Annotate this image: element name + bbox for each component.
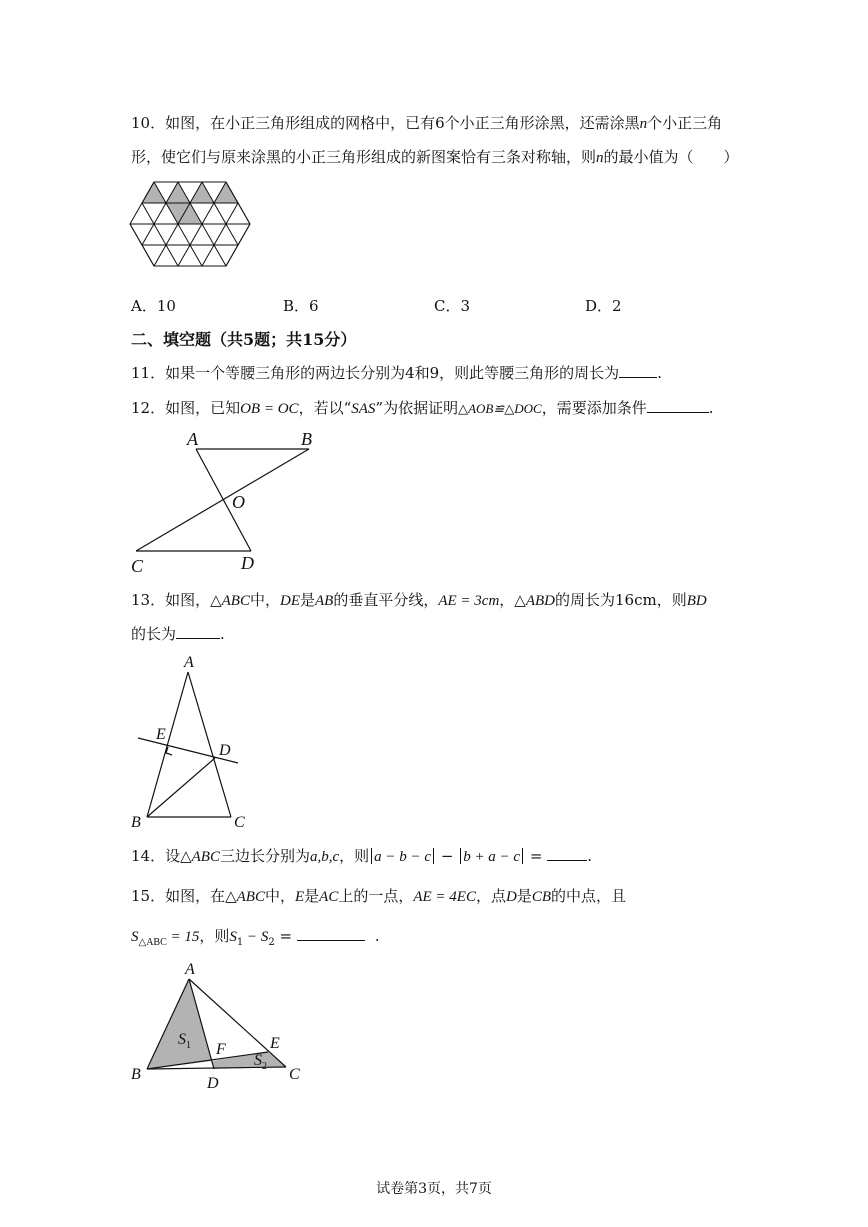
q14-text: 14．设△ABC三边长分别为a,b,c，则 a − b − c − b + a − c = . bbox=[131, 847, 592, 865]
q13-line2: 的长为 . bbox=[131, 625, 225, 643]
q12-congruence: △AOB≌△DOC bbox=[458, 401, 542, 416]
q15-label-c: C bbox=[289, 1066, 300, 1083]
q12-label-c: C bbox=[131, 556, 144, 576]
q13-label-e: E bbox=[156, 726, 166, 743]
q11-answer-blank bbox=[619, 363, 657, 378]
q10-text-a: 10．如图，在小正三角形组成的网格中，已有6个小正三角形涂黑，还需涂黑 bbox=[131, 114, 640, 132]
q15-line1: 15．如图，在△ABC中，E是AC上的一点，AE = 4EC，点D是CB的中点，且 bbox=[131, 887, 627, 905]
q10-hexagon-grid-figure bbox=[128, 177, 256, 285]
q12-figure bbox=[120, 425, 330, 577]
q10-option-c: C．3 bbox=[434, 297, 471, 315]
q15-answer-blank bbox=[297, 926, 365, 941]
q14-expr-1: a − b − c bbox=[374, 849, 432, 865]
q14-answer-blank bbox=[547, 846, 587, 861]
q12-text: 12．如图，已知OB = OC，若以“SAS”为依据证明△AOB≌△DOC，需要添加条件 . bbox=[131, 399, 714, 417]
section-2-heading: 二、填空题（共5题；共15分） bbox=[131, 330, 357, 349]
q15-figure bbox=[125, 955, 315, 1095]
q12-answer-blank bbox=[647, 398, 709, 413]
q14-vars: a,b,c bbox=[309, 849, 340, 865]
q13-label-b: B bbox=[131, 814, 141, 831]
q15-label-e: E bbox=[270, 1035, 280, 1052]
q15-label-s1: $S_1$ bbox=[178, 1031, 191, 1051]
q13-label-d: D bbox=[219, 742, 231, 759]
q13-answer-blank bbox=[176, 624, 220, 639]
q10-var-n-2: n bbox=[596, 150, 604, 166]
q12-label-d: D bbox=[241, 553, 254, 573]
q12-label-o: O bbox=[232, 492, 245, 512]
q15-label-a: A bbox=[185, 961, 195, 978]
region-s1 bbox=[147, 979, 212, 1069]
q15-label-f: F bbox=[216, 1041, 226, 1058]
q10-line1 bbox=[131, 113, 722, 134]
q13-label-a: A bbox=[184, 654, 194, 671]
q12-label-b: B bbox=[301, 429, 312, 449]
q13-line1: 13．如图，△ABC中，DE是AB的垂直平分线，AE = 3cm，△ABD的周长为16cm，则BD bbox=[131, 591, 707, 609]
q15-label-s2: $S_2$ bbox=[254, 1052, 267, 1072]
q15-ae-value: AE = 4EC bbox=[413, 889, 476, 905]
q12-condition: OB = OC bbox=[240, 401, 299, 417]
q10-text-b: 个小正三角 bbox=[647, 114, 723, 132]
q10-option-a: A．10 bbox=[131, 297, 176, 315]
page-footer: 试卷第3页，共7页 bbox=[376, 1181, 492, 1197]
q15-label-b: B bbox=[131, 1066, 141, 1083]
q12-sas: SAS bbox=[351, 401, 376, 417]
q13-label-c: C bbox=[234, 814, 245, 831]
q10-var-n: n bbox=[639, 116, 648, 132]
q10-line2 bbox=[131, 147, 739, 168]
q13-ae-value: AE = 3cm bbox=[438, 593, 500, 609]
q10-text-d: 的最小值为（ ） bbox=[603, 148, 739, 166]
q12-label-a: A bbox=[187, 429, 198, 449]
segment-bc bbox=[136, 449, 309, 551]
q14-expr-2: b + a − c bbox=[463, 849, 521, 865]
q10-option-b: B．6 bbox=[283, 297, 319, 315]
q10-text-c: 形，使它们与原来涂黑的小正三角形组成的新图案恰有三条对称轴，则 bbox=[131, 148, 597, 166]
q15-label-d: D bbox=[207, 1075, 219, 1092]
q11-text: 11．如果一个等腰三角形的两边长分别为4和9，则此等腰三角形的周长为 . bbox=[131, 364, 662, 382]
q10-option-d: D．2 bbox=[585, 297, 622, 315]
q13-figure bbox=[125, 650, 255, 835]
q15-line2: $S_{\triangle ABC} = 15$，则$S_1 - S_2$ = . bbox=[131, 927, 380, 948]
